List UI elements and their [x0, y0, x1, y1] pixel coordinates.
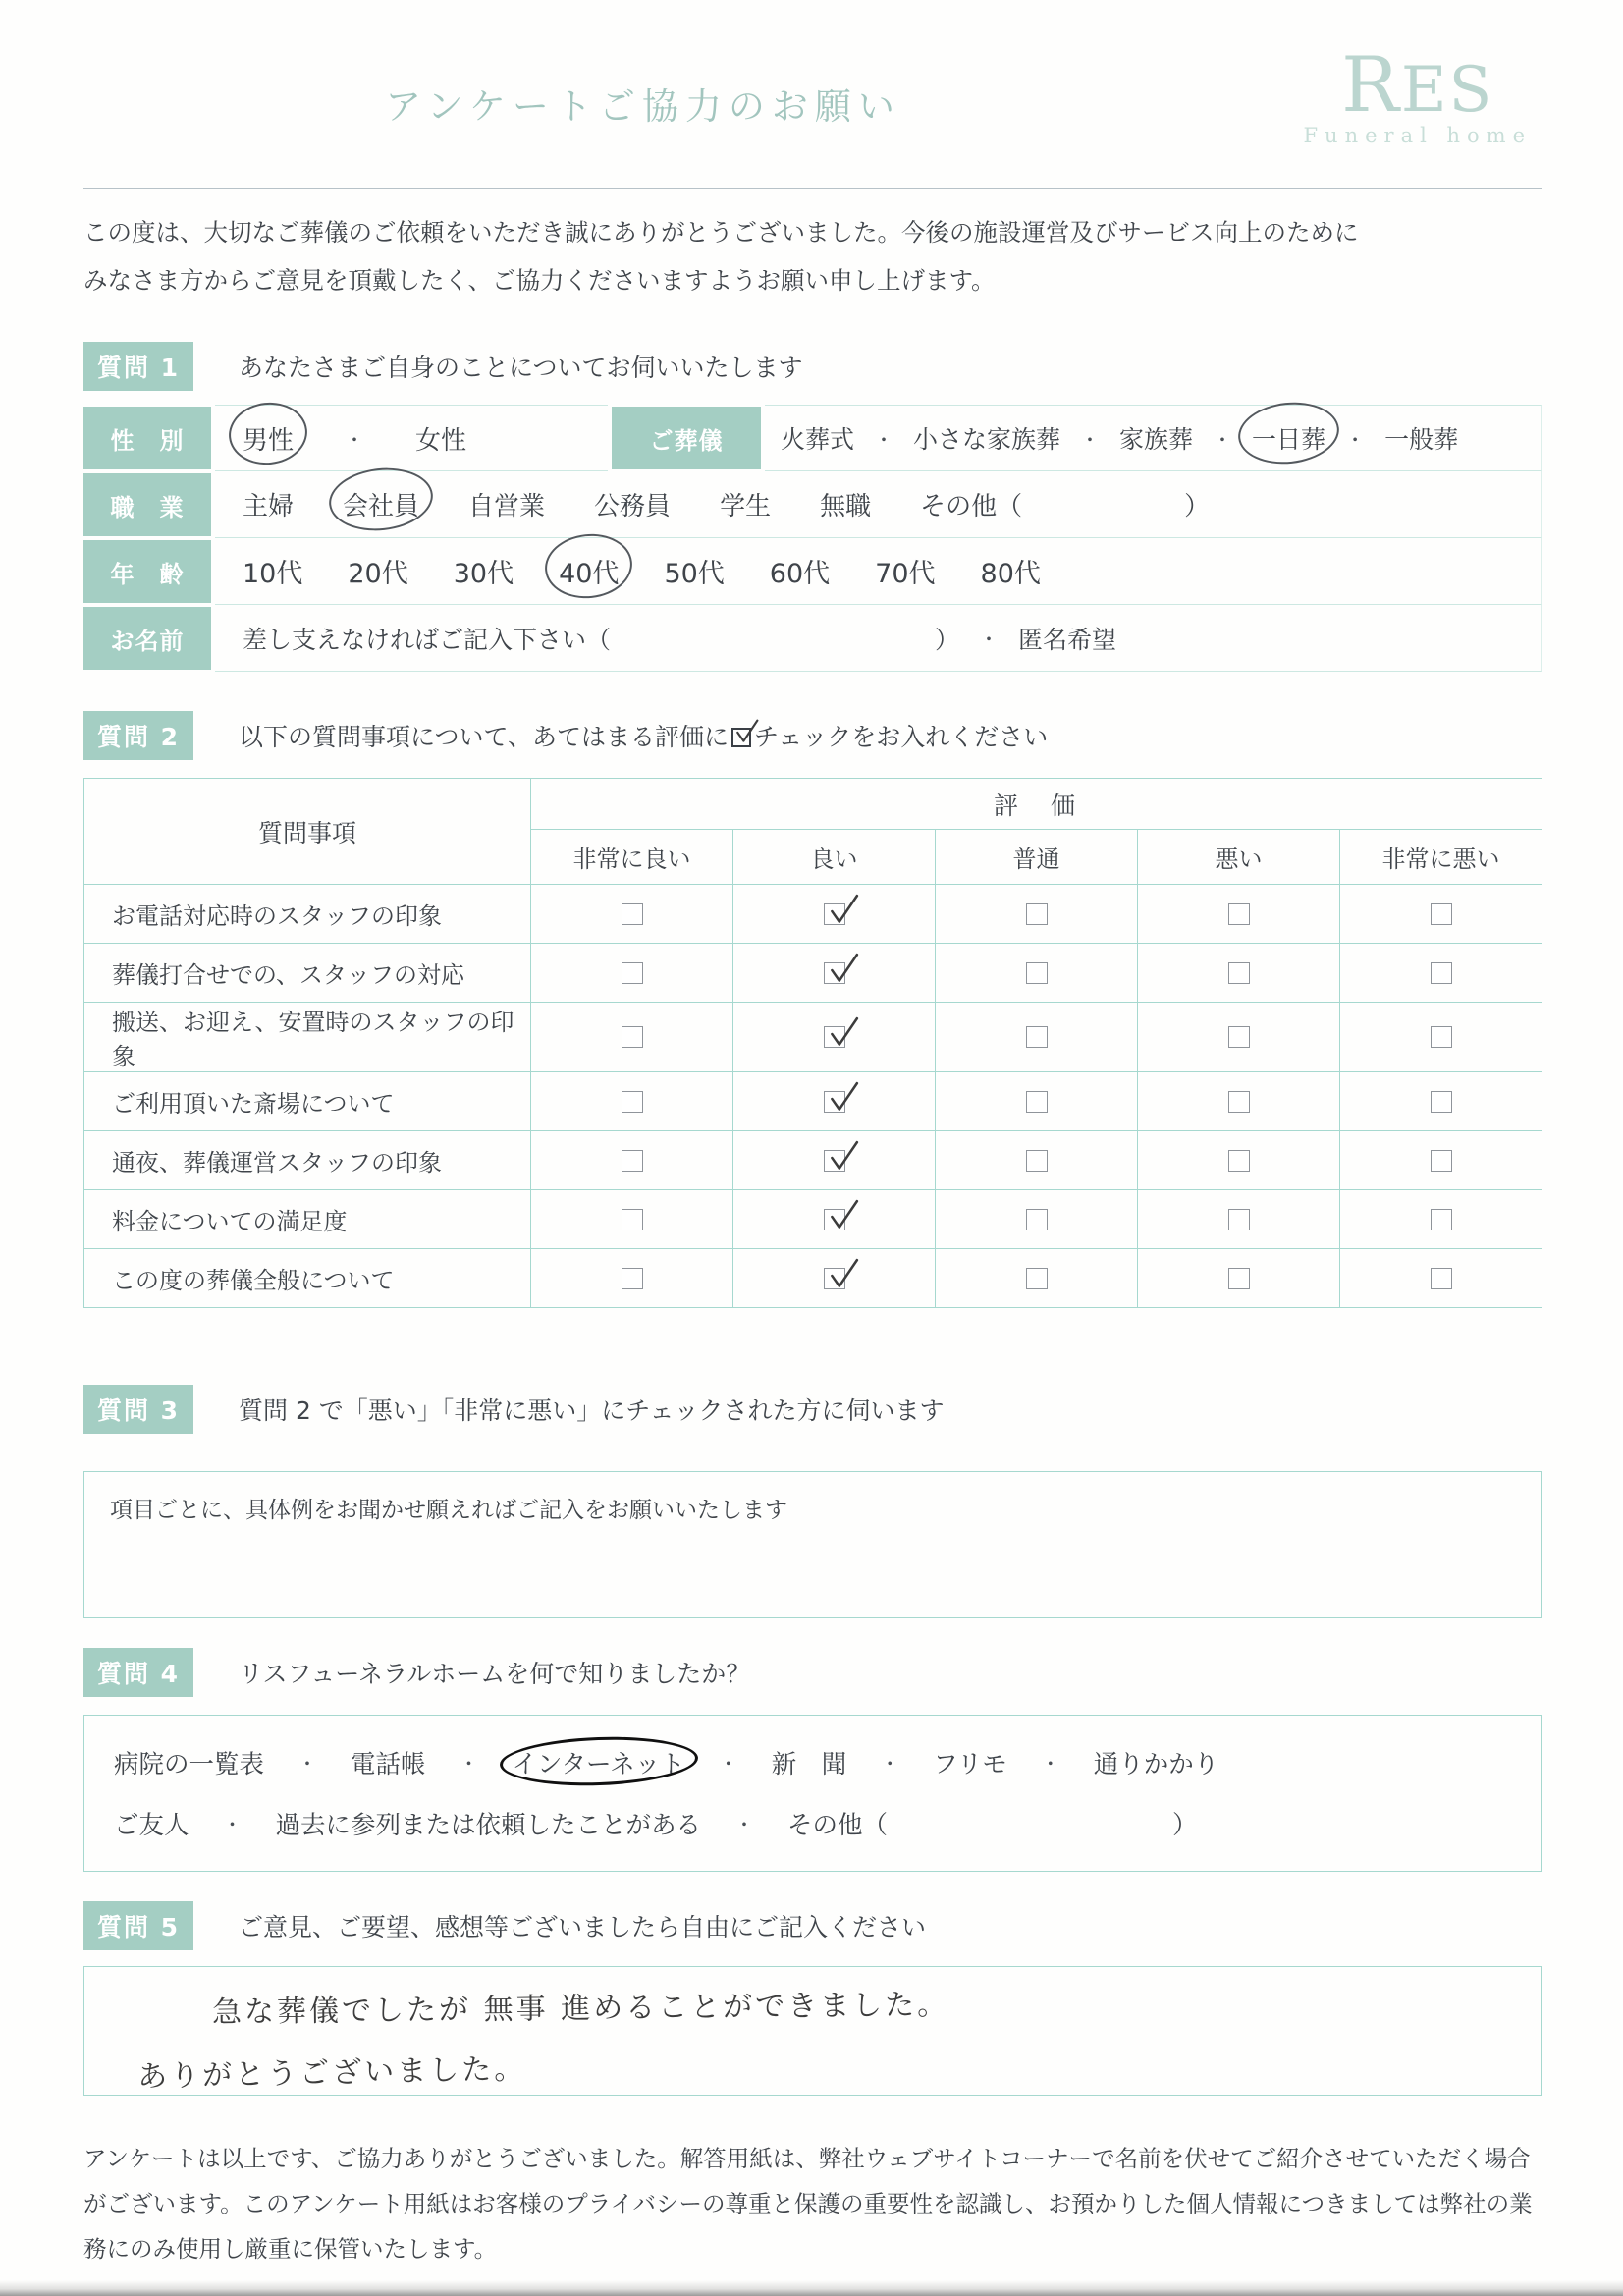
option-学生: 学生: [720, 492, 772, 521]
question3-comment-box[interactable]: [83, 1471, 1542, 1618]
occupation-options: [215, 471, 1542, 538]
checkbox-glyph: [731, 728, 751, 747]
page-header: [83, 0, 1542, 189]
handwritten-check: [826, 1081, 859, 1115]
option-ご友人: ご友人: [114, 1810, 189, 1840]
question-item: 搬送、お迎え、安置時のスタッフの印象: [84, 1003, 531, 1072]
option-新 聞: 新 聞: [771, 1749, 847, 1779]
other-input-area[interactable]: [888, 1806, 1172, 1833]
checkbox[interactable]: [1228, 1026, 1250, 1048]
question4-options-line2: [114, 1806, 1511, 1841]
rating-cell-悪い: [1138, 1249, 1340, 1308]
checkbox[interactable]: [1431, 1150, 1452, 1172]
table-row: [84, 1131, 1542, 1190]
checkbox[interactable]: [824, 1268, 845, 1289]
rating-cell-非常に悪い: [1340, 1003, 1542, 1072]
question2-header: [83, 711, 1542, 760]
checkbox[interactable]: [824, 1209, 845, 1230]
option-separator: ・: [979, 628, 1000, 651]
question-item: 料金についての満足度: [84, 1190, 531, 1249]
rating-cell-良い: [733, 1131, 936, 1190]
intro-line-2: みなさま方からご意見を頂戴したく、ご協力くださいますようお願い申し上げます。: [83, 266, 996, 295]
rating-cell-悪い: [1138, 1003, 1340, 1072]
checkbox[interactable]: [1026, 1026, 1048, 1048]
name-entry-area: [215, 605, 1542, 672]
anonymous-option: 匿名希望: [1018, 625, 1117, 654]
rating-cell-非常に悪い: [1340, 1190, 1542, 1249]
option-通りかかり: 通りかかり: [1093, 1749, 1219, 1779]
occupation-row: [83, 471, 1542, 538]
option-separator: ・: [1080, 427, 1101, 452]
name-prompt-close: ）: [935, 625, 960, 654]
rating-cell-非常に良い: [531, 885, 733, 944]
closing-paragraph: アンケートは以上です、ご協力ありがとうございました。解答用紙は、弊社ウェブサイトコーナーで名前を伏せてご紹介させていただく場合がございます。このアンケート用紙はお客様のプライバシーの尊重と保護の重要性を認識し、お預かりした個人情報につきましては弊社の業務にのみ使用し厳重に保管いたします。: [83, 2145, 1533, 2263]
option-インターネット: インターネット: [513, 1745, 685, 1780]
table-row: [84, 1003, 1542, 1072]
option-フリモ: フリモ: [933, 1749, 1007, 1779]
handwritten-circle: [226, 398, 310, 467]
checkbox[interactable]: [622, 1150, 643, 1172]
handwritten-circle: [326, 464, 436, 536]
name-input-area[interactable]: [611, 625, 935, 652]
question-item: 葬儀打合せでの、スタッフの対応: [84, 944, 531, 1003]
funeral-type-label: ご葬儀: [612, 407, 761, 469]
handwritten-circle: [542, 530, 636, 603]
checkbox[interactable]: [824, 1091, 845, 1113]
gender-label: 性 別: [83, 407, 211, 469]
column-header-items: 質問事項: [84, 779, 531, 885]
column-header-非常に良い: 非常に良い: [531, 830, 733, 885]
checkbox[interactable]: [622, 1209, 643, 1230]
option-会社員: 会社員: [343, 486, 419, 522]
question1-grid: [83, 405, 1542, 672]
option-separator: ・: [718, 1752, 738, 1777]
gender-funeral-row: [83, 405, 1542, 471]
other-input-area[interactable]: [1022, 486, 1184, 515]
option-80代: 80代: [980, 559, 1041, 589]
occupation-label: 職 業: [83, 473, 211, 536]
question1-header: [83, 342, 1542, 391]
question4-badge: 質問 4: [83, 1648, 193, 1697]
option-separator: ・: [222, 1813, 243, 1837]
question3-badge: 質問 3: [83, 1385, 193, 1434]
option-separator: ・: [1213, 427, 1233, 452]
rating-cell-非常に良い: [531, 1072, 733, 1131]
rating-cell-非常に良い: [531, 1249, 733, 1308]
rating-cell-非常に良い: [531, 1131, 733, 1190]
question2-heading-post: チェックをお入れください: [754, 723, 1049, 751]
checkbox[interactable]: [622, 1091, 643, 1113]
rating-cell-良い: [733, 1249, 936, 1308]
rating-cell-非常に悪い: [1340, 1131, 1542, 1190]
option-30代: 30代: [453, 559, 514, 589]
logo-text: RES: [1341, 41, 1494, 130]
intro-line-1: この度は、大切なご葬儀のご依頼をいただき誠にありがとうございました。今後の施設運営及びサービス向上のために: [83, 218, 1359, 246]
option-小さな家族葬: 小さな家族葬: [913, 425, 1061, 454]
question3-box-prompt: 項目ごとに、具体例をお聞かせ願えればご記入をお願いいたします: [110, 1498, 787, 1523]
rating-cell-非常に悪い: [1340, 1249, 1542, 1308]
option-separator: ・: [298, 1752, 318, 1777]
checkbox[interactable]: [1026, 1091, 1048, 1113]
checkbox[interactable]: [622, 903, 643, 925]
rating-cell-普通: [936, 1072, 1138, 1131]
checkbox[interactable]: [622, 1268, 643, 1289]
option-other: その他（ ）: [787, 1806, 1198, 1841]
option-20代: 20代: [348, 559, 408, 589]
handwritten-check: [826, 1016, 859, 1050]
option-電話帳: 電話帳: [351, 1749, 426, 1779]
rating-cell-普通: [936, 885, 1138, 944]
question4-header: [83, 1648, 1542, 1697]
option-50代: 50代: [664, 559, 725, 589]
question5-comment-box[interactable]: [83, 1966, 1542, 2096]
option-家族葬: 家族葬: [1119, 425, 1194, 454]
option-separator: ・: [880, 1752, 900, 1777]
question-item: 通夜、葬儀運営スタッフの印象: [84, 1131, 531, 1190]
gender-options: [215, 405, 608, 471]
checkbox[interactable]: [1228, 1150, 1250, 1172]
name-prompt: 差し支えなければご記入下さい（: [243, 625, 612, 654]
rating-cell-普通: [936, 944, 1138, 1003]
option-10代: 10代: [243, 559, 303, 589]
option-60代: 60代: [769, 559, 831, 589]
checkbox[interactable]: [1026, 1209, 1048, 1230]
res-logo: [1303, 41, 1532, 147]
checkbox[interactable]: [1026, 903, 1048, 925]
intro-paragraph: [83, 208, 1542, 304]
question1-badge: 質問 1: [83, 342, 193, 391]
option-公務員: 公務員: [594, 492, 672, 521]
option-separator: ・: [1040, 1752, 1060, 1777]
option-女性: 女性: [415, 425, 467, 456]
question-item: この度の葬儀全般について: [84, 1249, 531, 1308]
table-row: [84, 885, 1542, 944]
option-separator: ・: [459, 1752, 479, 1777]
question4-heading: リスフューネラルホームを何で知りましたか？: [239, 1660, 751, 1688]
rating-cell-普通: [936, 1190, 1138, 1249]
column-header-良い: 良い: [733, 830, 936, 885]
option-一日葬: 一日葬: [1252, 420, 1325, 456]
rating-cell-普通: [936, 1131, 1138, 1190]
rating-cell-非常に悪い: [1340, 885, 1542, 944]
handwritten-check: [826, 894, 859, 927]
option-病院の一覧表: 病院の一覧表: [114, 1749, 265, 1779]
question3-heading: 質問 2 で「悪い」「非常に悪い」にチェックされた方に伺います: [239, 1396, 945, 1425]
option-無職: 無職: [820, 492, 872, 521]
option-40代: 40代: [559, 552, 619, 590]
checkbox[interactable]: [1431, 1209, 1452, 1230]
question-item: お電話対応時のスタッフの印象: [84, 885, 531, 944]
option-火葬式: 火葬式: [781, 425, 855, 454]
option-男性: 男性: [243, 420, 294, 457]
rating-cell-良い: [733, 944, 936, 1003]
checkbox[interactable]: [1431, 1268, 1452, 1289]
rating-cell-悪い: [1138, 944, 1340, 1003]
checkbox[interactable]: [1026, 962, 1048, 984]
table-row: [84, 1249, 1542, 1308]
checkbox[interactable]: [622, 962, 643, 984]
question5-heading: ご意見、ご要望、感想等ございましたら自由にご記入ください: [239, 1913, 927, 1941]
name-row: [83, 605, 1542, 672]
column-header-evaluation: 評 価: [531, 779, 1542, 830]
table-row: [84, 1190, 1542, 1249]
checkbox[interactable]: [824, 1026, 845, 1048]
option-過去に参列または依頼したことがある: 過去に参列または依頼したことがある: [275, 1810, 702, 1840]
checkbox[interactable]: [824, 1150, 845, 1172]
question5-badge: 質問 5: [83, 1901, 193, 1950]
rating-cell-非常に良い: [531, 1190, 733, 1249]
option-separator: ・: [734, 1813, 755, 1837]
question5-header: [83, 1901, 1542, 1950]
handwritten-check: [826, 1199, 859, 1232]
checkbox[interactable]: [1431, 903, 1452, 925]
checkbox[interactable]: [1431, 962, 1452, 984]
question3-header: [83, 1385, 1542, 1434]
checkbox[interactable]: [1228, 1091, 1250, 1113]
funeral-type-options: [765, 405, 1542, 471]
option-separator: ・: [1345, 427, 1366, 452]
table-row: [84, 1072, 1542, 1131]
checkbox[interactable]: [1431, 1026, 1452, 1048]
option-separator: ・: [345, 427, 365, 452]
rating-cell-非常に良い: [531, 1003, 733, 1072]
question2-heading: [239, 718, 1048, 753]
rating-cell-良い: [733, 1072, 936, 1131]
option-主婦: 主婦: [243, 492, 295, 521]
age-row: [83, 538, 1542, 605]
handwritten-check: [826, 1140, 859, 1174]
name-label: お名前: [83, 607, 211, 670]
page-title: アンケートご協力のお願い: [385, 85, 901, 128]
rating-cell-非常に悪い: [1340, 944, 1542, 1003]
rating-cell-普通: [936, 1003, 1138, 1072]
scan-edge-artifact: [0, 2280, 1623, 2296]
checkbox[interactable]: [1228, 1268, 1250, 1289]
rating-cell-悪い: [1138, 1072, 1340, 1131]
checkbox[interactable]: [1431, 1091, 1452, 1113]
handwritten-circle: [1235, 398, 1342, 468]
question-item: ご利用頂いた斎場について: [84, 1072, 531, 1131]
checkbox[interactable]: [1026, 1268, 1048, 1289]
column-header-非常に悪い: 非常に悪い: [1340, 830, 1542, 885]
table-row: [84, 944, 1542, 1003]
checkbox[interactable]: [1026, 1150, 1048, 1172]
rating-cell-悪い: [1138, 885, 1340, 944]
rating-cell-悪い: [1138, 1190, 1340, 1249]
column-header-悪い: 悪い: [1138, 830, 1340, 885]
evaluation-table: [83, 778, 1542, 1308]
option-other: その他（ ）: [920, 486, 1210, 522]
rating-cell-良い: [733, 885, 936, 944]
question2-badge: 質問 2: [83, 711, 193, 760]
question4-options-line1: [114, 1745, 1511, 1780]
handwritten-check: [826, 953, 859, 986]
age-options: [215, 538, 1542, 605]
rating-cell-良い: [733, 1003, 936, 1072]
rating-cell-非常に良い: [531, 944, 733, 1003]
handwritten-comment-line1: 急な葬儀でしたが 無事 進めることができました。: [211, 1988, 950, 2030]
checkbox[interactable]: [824, 903, 845, 925]
rating-cell-悪い: [1138, 1131, 1340, 1190]
column-header-普通: 普通: [936, 830, 1138, 885]
age-label: 年 齢: [83, 540, 211, 603]
option-70代: 70代: [875, 559, 936, 589]
question4-options-box: [83, 1715, 1542, 1872]
question2-heading-pre: 以下の質問事項について、あてはまる評価に: [239, 723, 730, 751]
checkbox[interactable]: [1228, 1209, 1250, 1230]
option-一般葬: 一般葬: [1384, 425, 1459, 454]
option-separator: ・: [874, 427, 894, 452]
rating-cell-非常に悪い: [1340, 1072, 1542, 1131]
logo-subtitle: Funeral home: [1303, 124, 1532, 147]
handwritten-comment-line2: ありがとうございました。: [136, 2051, 527, 2095]
handwritten-check: [826, 1258, 859, 1291]
checkbox[interactable]: [1228, 962, 1250, 984]
checkbox[interactable]: [622, 1026, 643, 1048]
option-自営業: 自営業: [468, 492, 546, 521]
rating-cell-良い: [733, 1190, 936, 1249]
checkbox[interactable]: [1228, 903, 1250, 925]
rating-cell-普通: [936, 1249, 1138, 1308]
question1-heading: あなたさまご自身のことについてお伺いいたします: [239, 354, 803, 382]
handwritten-circle: [499, 1733, 699, 1788]
checkbox[interactable]: [824, 962, 845, 984]
